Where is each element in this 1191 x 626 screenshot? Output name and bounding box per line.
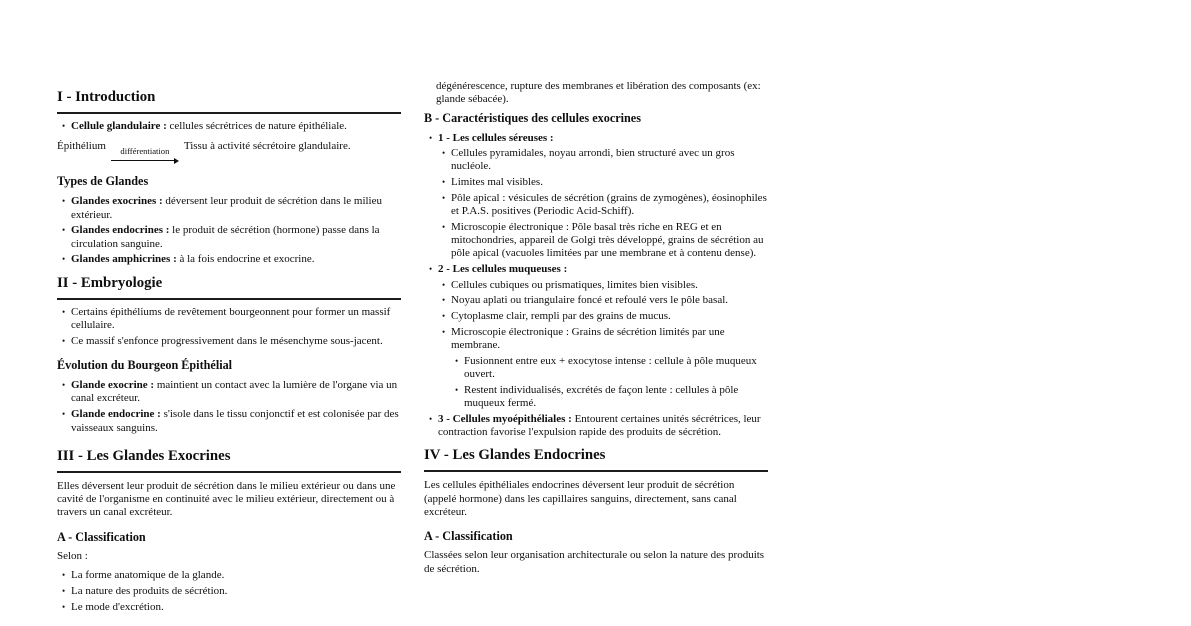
secretion-grains-sublist	[451, 355, 768, 411]
list-item	[451, 326, 768, 410]
term-definition: s'isole dans le tissu conjonctif et est colonisée par des vaisseaux sanguins.	[71, 408, 399, 434]
classification-criteria-list	[57, 569, 401, 614]
term-definition: cellules sécrétrices de nature épithéliale.	[169, 120, 347, 132]
cell-type-definition: Entourent certaines unités sécrétrices, leur contraction favorise l'expulsion rapide des produits de sécrétion.	[438, 412, 761, 439]
right-column	[424, 80, 768, 581]
term-label: Glande exocrine :	[71, 379, 155, 392]
section-title-introduction: I - Introduction	[57, 88, 401, 114]
differentiation-arrow	[111, 147, 179, 164]
mucous-cells-sublist	[438, 279, 768, 411]
subsection-title-classification-exocrine: A - Classification	[57, 529, 146, 544]
list-item: • Cellules pyramidales, noyau arrondi, bien structuré avec un gros nucléole.	[451, 147, 768, 174]
gland-types-list	[57, 195, 401, 266]
list-item-text: Microscopie électronique : Grains de sécrétion limités par une membrane.	[451, 325, 725, 352]
subsection-title-types-de-glandes: Types de Glandes	[57, 174, 149, 189]
introduction-list	[57, 120, 401, 133]
subsection-title-evolution-bourgeon: Évolution du Bourgeon Épithélial	[57, 358, 233, 373]
list-item: • Limites mal visibles.	[451, 176, 768, 189]
term-definition: à la fois endocrine et exocrine.	[179, 253, 315, 266]
endocrine-classification-paragraph: Classées selon leur organisation architecturale ou selon la nature des produits de sécrétion.	[424, 549, 765, 575]
serous-cells-sublist	[438, 147, 768, 261]
continued-bullet-text: dégénérescence, rupture des membranes et libération des composants (ex: glande sébacée).	[436, 80, 761, 106]
endocrine-intro-paragraph: Les cellules épithéliales endocrines déversent leur produit de sécrétion (appelé hormone) dans les capillaires sanguins, directement, sans canal excréteur.	[424, 479, 737, 518]
list-item	[71, 253, 401, 266]
term-label: Glande endocrine :	[71, 408, 161, 421]
term-label: Glandes endocrines :	[71, 224, 170, 237]
right-arrow-icon	[111, 157, 179, 164]
exocrine-cells-list	[424, 132, 768, 440]
list-item: • Noyau aplati ou triangulaire foncé et refoulé vers le pôle basal.	[451, 294, 768, 307]
bud-evolution-list	[57, 379, 401, 435]
list-item	[71, 195, 401, 222]
term-definition: déversent leur produit de sécrétion dans le milieu extérieur.	[71, 195, 382, 221]
list-item: • Microscopie électronique : Pôle basal très riche en REG et en mitochondries, appareil de Golgi très développé, grains de sécrétion au pôle apical (vacuoles limitées par une membrane et à contenu dense).	[451, 221, 768, 261]
list-item-myoepithelial-cells	[438, 413, 768, 440]
arrow-label: différentiation	[120, 146, 170, 157]
list-item-mucous-cells	[438, 263, 768, 410]
cell-type-label: 3 - Cellules myoépithéliales :	[438, 412, 572, 425]
list-item	[71, 224, 401, 251]
term-label: Glandes exocrines :	[71, 195, 163, 208]
term-label: Cellule glandulaire :	[71, 120, 167, 132]
list-item	[71, 120, 401, 133]
list-item: • Cellules cubiques ou prismatiques, limites bien visibles.	[451, 279, 768, 292]
list-item: • Cytoplasme clair, rempli par des grains de mucus.	[451, 310, 768, 323]
list-item: • Certains épithéliums de revêtement bourgeonnent pour former un massif cellulaire.	[71, 306, 401, 333]
section-title-glandes-exocrines: III - Les Glandes Exocrines	[57, 447, 401, 473]
section-title-glandes-endocrines: IV - Les Glandes Endocrines	[424, 446, 768, 472]
term-label: Glandes amphicrines :	[71, 253, 177, 266]
list-item: • La nature des produits de sécrétion.	[71, 585, 401, 598]
subsection-title-classification-endocrine: A - Classification	[424, 529, 513, 544]
list-item: • Fusionnent entre eux + exocytose intense : cellule à pôle muqueux ouvert.	[464, 355, 768, 382]
cell-type-label: 1 - Les cellules séreuses :	[438, 131, 554, 144]
cell-type-label: 2 - Les cellules muqueuses :	[438, 263, 568, 276]
section-title-embryologie: II - Embryologie	[57, 274, 401, 300]
left-column	[57, 88, 401, 621]
classification-lead: Selon :	[57, 549, 88, 562]
list-item	[71, 408, 401, 435]
list-item	[71, 379, 401, 406]
list-item: • Ce massif s'enfonce progressivement dans le mésenchyme sous-jacent.	[71, 335, 401, 348]
list-item: • Restent individualisés, excrétés de façon lente : cellules à pôle muqueux fermé.	[464, 384, 768, 411]
list-item: • Pôle apical : vésicules de sécrétion (grains de zymogènes), éosinophiles et P.A.S. positives (Periodic Acid-Schiff).	[451, 192, 768, 219]
term-definition: maintient un contact avec la lumière de l'organe via un canal excréteur.	[71, 379, 398, 405]
list-item: • La forme anatomique de la glande.	[71, 569, 401, 582]
embryology-list	[57, 306, 401, 348]
arrow-target-text: Tissu à activité sécrétoire glandulaire.	[183, 140, 351, 153]
list-item: • Le mode d'excrétion.	[71, 601, 401, 614]
subsection-title-caracteristiques: B - Caractéristiques des cellules exocrines	[424, 110, 641, 125]
exocrine-intro-paragraph: Elles déversent leur produit de sécrétion dans le milieu extérieur ou dans une cavité de l'organisme en continuité avec le milieu extérieur, directement ou à travers un canal excréteur.	[57, 479, 396, 519]
list-item-serous-cells	[438, 132, 768, 261]
differentiation-equation	[57, 140, 401, 164]
term-definition: le produit de sécrétion (hormone) passe dans la circulation sanguine.	[71, 224, 380, 250]
arrow-source-text: Épithélium	[57, 140, 106, 153]
